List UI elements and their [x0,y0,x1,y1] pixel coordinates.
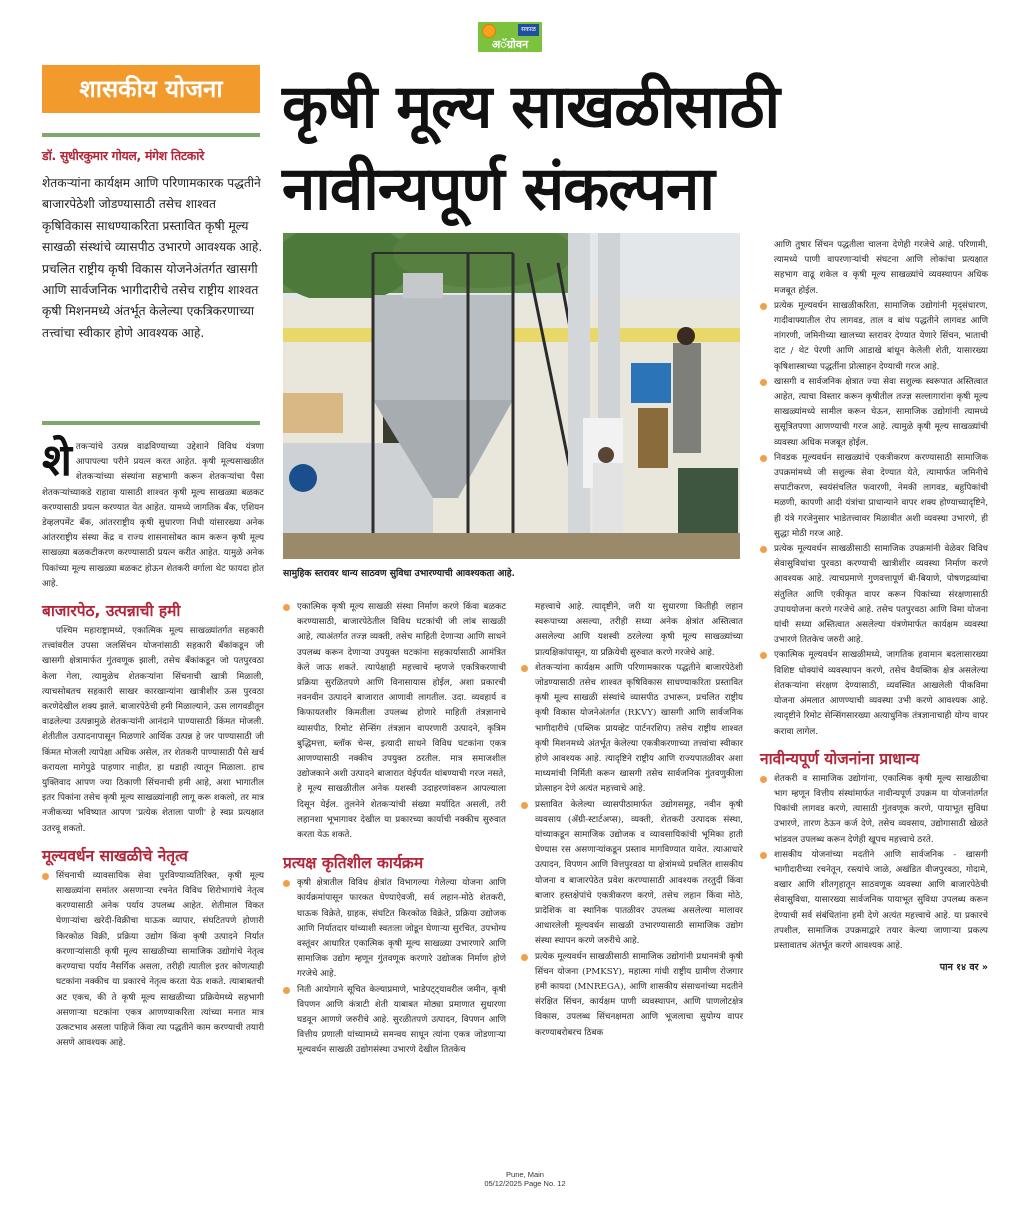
list-item [521,661,743,798]
bullet-icon [760,776,767,783]
bullet-list [760,299,988,740]
date-page-label: 05/12/2025 Page No. 12 [484,1179,566,1188]
divider-rule [42,421,260,425]
list-item-text: शेतकरी व सामाजिक उद्योगांना, एकात्मिक कृषी मूल्य साखळीचा भाग म्हणून वित्तीय संस्थांमार्फत नावीन्यपूर्ण उपक्रम या योजनांतर्गत पिकांची लागवड करणे, त्यासाठी गुंतवणूक करणे, पायाभूत सुविधा उभारणे, तारण ठेऊन कर्ज देणे, तसेच व्यवसाय, उद्योगासाठी खेळते भांडवल उपलब्ध करून देणेही खूपच महत्त्वाचे ठरते. [774,773,988,845]
bullet-icon [760,546,767,553]
edition-label: Pune, Main [506,1170,544,1179]
bullet-list [760,772,988,954]
list-item-text: प्रत्येक मूल्यवर्धन साखळीकरिता, सामाजिक उद्योगांनी मृद्संधारण, गादीवाफ्यातील रोप लागवड, ताल व बांध पद्धतीने लागवड आणि नांगरणी, जमिनीच्या खालच्या स्तरावर देण्यात येणारे सिंचन, भाताची दाट / थेट पेरणी आणि आडाखे बांधून केलेली शेती, यासारख्या कृषिशास्त्राच्या पद्धतींना प्रोत्साहन देण्याची गरज आहे. [774,300,988,372]
logo-text: अॅग्रोवन [491,38,529,51]
opening-text: तकऱ्यांचे उत्पन्न वाढविण्याच्या उद्देशाने विविध यंत्रणा आपापल्या परीने प्रयत्न करत आहेत. कृषी मूल्यसाखळीत शेतकऱ्यांच्या संस्थांना सहभागी करून शेतकऱ्यांचा पैसा शेतकऱ्यांच्याकडे राहावा यासाठी शाश्वत कृषी मूल्य साखळ्या बळकट करण्यासाठी प्रयत्न करण्यात येत आहेत. यामध्ये जागतिक बँक, एशियन डेव्हलपमेंट बँक, आंतरराष्ट्रीय कृषी सुधारणा निधी यांसारख्या अनेक आंतरराष्ट्रीय संस्था केंद्र व राज्य शासनासोबत काम करून कृषी मूल्य साखळ्या बळकटीकरण करण्यासाठी प्रयत्न करीत आहेत. यामुळे अनेक पिकांच्या मूल्य साखळ्या बळकट होऊन शेतकरी वर्गाला थेट फायदा होत आहे. [42,442,264,589]
list-item [760,451,988,542]
sun-icon [482,24,496,38]
column-3 [521,600,743,1041]
bullet-icon [283,987,290,994]
list-item-text: एकात्मिक कृषी मूल्य साखळी संस्था निर्माण करणे किंवा बळकट करण्यासाठी, बाजारपेठेतील विविध घटकांची जी लांब साखळी आहे, त्याअंतर्गत तज्ज्ञ व्यक्ती, तसेच माहिती देणाऱ्या आणि साधने उपलब्ध करून देणाऱ्या उपयुक्त घटकांना सहकार्यासाठी आमंत्रित केले जाऊ शकते. त्यापेक्षाही महत्त्वाचे म्हणजे एकत्रिकरणाची प्रक्रिया सुरळितपणे आणि विनासायास होईल, अशा प्रकारची नवनवीन उत्पादने बाजारात आणावी लागतील. उदा. व्यवहार्य व किफायतशीर किमतीला उपलब्ध होणारे माहिती तंत्रज्ञानाचे व्यासपीठ, रिमोट सेन्सिंग तंत्रज्ञान वापरणारी उत्पादने, कृत्रिम बुद्धिमत्ता, ब्लॉक चेन्स, इत्यादी साधने विविध घटकांना एकत्र आणण्यासाठी नक्कीच उपयुक्त ठरतील. मात्र समाजशील उद्योजकाने अशी उत्पादने बाजारात येईपर्यंत थांबण्याची गरज नसते, हे मूल्य साखळीतील अनेक यशस्वी उदाहरणांवरून आपल्याला दिसून येईल. तुलनेने शेतकऱ्यांची संख्या मर्यादित असली, तरी लहानशा भूभागावर देखील या प्रकारच्या कार्याची नक्कीच सुरुवात करता येऊ शकते. [297,602,506,841]
opening-paragraph [42,435,264,592]
bullet-icon [760,455,767,462]
bullet-icon [42,873,49,880]
bullet-icon [283,604,290,611]
list-item [760,648,988,739]
bullet-icon [760,852,767,859]
paragraph: पश्चिम महाराष्ट्रामध्ये, एकात्मिक मूल्य साखळ्यांतर्गत सहकारी तत्त्वांवरील उपसा जलसिंचन योजनांसाठी सहकारी बँकांकडून जी खासगी क्षेत्रामार्फत गुंतवणूक झाली, तसेच बँकांकडून जो पतपुरवठा केला गेला, त्यामुळेच शेतकऱ्यांना सिंचनाची खात्री मिळाली, त्याचसोबतच सहकारी साखर कारखान्यांना खात्रीशीर ऊस पुरवठा करणेदेखील शक्य झाले. बाजारपेठेची हमी मिळाल्याने, ऊस लागवडीतून वाढलेल्या उत्पन्नामुळे शेतकऱ्यांनी आनंदाने पाण्यासाठी किंमत मोजली. शेतीतील उत्पादनापासून मिळणारे आर्थिक उत्पन्न हे जर पाण्यासाठी जी किंमत मोजली त्यापेक्षा अधिक असेल, तर शेतकरी पाण्यासाठी पैसे खर्च करायला मागेपुढे पाहणार नाहीत, हा धडाही त्यातून मिळाला. हाच युक्तिवाद आपण ज्या ठिकाणी सिंचनाची हमी आहे, अशा भागातील इतर पिकांना तसेच कृषी मूल्य साखळ्यांनाही लागू करू शकलो, तर मात्र नजीकच्या भविष्यात आपण 'प्रत्येक शेताला पाणी' हे स्वप्न प्रत्यक्षात उतरवू शकतो. [42,626,264,834]
column-4 [760,238,988,975]
subhead-market: बाजारपेठ, उत्पन्नाची हमी [42,602,181,621]
headline-line-1: कृषी मूल्य साखळीसाठी [282,72,779,142]
list-item [283,983,506,1059]
bullet-icon [521,954,528,961]
list-item [283,876,506,982]
column-1 [42,435,264,1051]
bullet-icon [760,303,767,310]
bullet-list [283,600,506,843]
continued-on-page-link[interactable]: पान १४ वर » [939,962,988,974]
logo-badge: सकाळ [518,24,539,36]
headline-line-2: नावीन्यपूर्ण संकल्पना [282,154,714,224]
section-tag: शासकीय योजना [42,65,260,113]
list-item [760,542,988,648]
bullet-icon [760,379,767,386]
list-item-text: कृषी क्षेत्रातील विविध क्षेत्रांत विभागल्या गेलेल्या योजना आणि कार्यक्रमांपासून फारकत घेण्याऐवजी, सर्व लहान-मोठे शेतकरी, घाऊक विक्रेते, ग्राहक, संघटित किरकोळ विक्रेते, प्रक्रिया उद्योजक आणि निर्यातदार यांच्याशी स्वतःला जोडून घेणाऱ्या सुरचित, उपभोग्य वस्तूंवर आधारित एकात्मिक कृषी मूल्य साखळ्या उभारणारे आणि सामाजिक उद्योग म्हणून गुंतवणूक करणारे उद्योजक निर्माण होणे गरजेचे आहे. [297,878,506,980]
bullet-icon [760,652,767,659]
list-item-text: शासकीय योजनांच्या मदतीने आणि सार्वजनिक - खासगी भागीदारीच्या रचनेतून, रस्त्यांचे जाळे, अखंडित वीजपुरवठा, गोदामे, वखार आणि शीतगृहातून साठवणूक व्यवस्था आणि बाजारपेठेची सेवासुविधा, यासारख्या सार्वजनिक पायाभूत सुविधा उपलब्ध करून देण्याची सर्व संबंधितांना हमी देणे अत्यंत महत्त्वाचे आहे. या प्रकारचे तपशील, सामाजिक उपक्रमाद्वारे तयार केल्या जाणाऱ्या प्रकल्प प्रस्तावातच अंतर्भूत करणे आवश्यक आहे. [774,849,988,951]
list-item-text: एकात्मिक मूल्यवर्धन साखळीमध्ये, जागतिक हवामान बदलासारख्या विशिष्ट धोक्यांचे व्यवस्थापन करणे, तसेच वैयक्तिक क्षेत्र असलेल्या शेतकऱ्यांना संरक्षण देण्यासाठी, व्यवस्थित आखलेली पीकविमा योजना अंमलात आणण्याची व्यवस्था उभी करणे आवश्यक आहे. त्यादृष्टीने रिमोट सेन्सिंगसारख्या अत्याधुनिक तंत्रज्ञानाचाही योग्य वापर करावा लागेल. [774,650,988,737]
byline: डॉ. सुधीरकुमार गोयल, मंगेश तिटकारे [42,148,204,163]
list-item-text: खासगी व सार्वजनिक क्षेत्रात ज्या सेवा सशुल्क स्वरूपात अस्तित्वात आहेत, त्याचा विस्तार करून कृषीतील तज्ज्ञ सल्लागारांना कृषी मूल्य साखळ्यांमध्ये सामील करून घेऊन, सामाजिक उद्योगांनी त्यामध्ये सुसूत्रितपणा आणण्याची गरज आहे. त्यामुळे कृषी मूल्य साखळ्यांची व्यवस्था अधिक मजबूत होईल. [774,376,988,448]
grain-storage-photo [283,233,740,559]
agrowon-logo [478,22,542,52]
list-item-text: शेतकऱ्यांना कार्यक्षम आणि परिणामकारक पद्धतीने बाजारपेठेशी जोडण्यासाठी तसेच शाश्वत कृषिविकास साधण्याकरिता प्रस्तावित कृषी मूल्य साखळी संस्थांचे व्यासपीठ उभारून, प्रचलित राष्ट्रीय कृषी विकास योजनेअंतर्गत (RKVY) खासगी आणि सार्वजनिक भागीदारीचे (पब्लिक प्रायव्हेट पार्टनरशिप) तसेच राष्ट्रीय शाश्वत कृषी मिशनमध्ये अंतर्भूत केलेल्या एकत्रीकरणाच्या तत्त्वांचा स्वीकार होणे आवश्यक आहे. त्यादृष्टिने राष्ट्रीय आणि राज्यपातळीवर अशा माध्यमांची निर्मिती करून खासगी तसेच सार्वजनिक गुंतवणुकीला प्रोत्साहन देणे अत्यंत महत्त्वाचे आहे. [535,662,743,795]
list-item [760,375,988,451]
page-footer [430,1170,620,1188]
list-item [283,600,506,843]
list-item-text: प्रत्येक मूल्यवर्धन साखळीसाठी सामाजिक उद्योगांनी प्रधानमंत्री कृषी सिंचन योजना (PMKSY), महात्मा गांधी राष्ट्रीय ग्रामीण रोजगार हमी कायदा (MNREGA), आणि शासकीय संसाधनांच्या मदतीने संरक्षित सिंचन, कार्यक्षम पाणी व्यवस्थापन, आणि पाणलोटक्षेत्र विकास, उपलब्ध सिंचनक्षमता आणि भूजलाचा सुयोग्य वापर करण्याबरोबरच ठिबक [535,951,743,1038]
list-item [760,772,988,848]
list-item-text: निती आयोगाने सूचित केल्याप्रमाणे, भाडेपट्ट्यावरील जमीन, कृषी विपणन आणि कंत्राटी शेती याबाबत मोठ्या प्रमाणात सुधारणा घडवून आणणे जरुरीचे आहे. सुरळीतपणे उत्पादन, विपणन आणि वित्तीय प्रणाली यांच्यामध्ये समन्वय साधून त्यांना एकत्र जोडणाऱ्या मूल्यवर्धन साखळी उद्योगसंस्था उभारणे देखील तितकेच [297,984,506,1056]
subhead-innovative-schemes: नावीन्यपूर्ण योजनांना प्राधान्य [760,749,920,768]
bullet-icon [521,665,528,672]
bullet-list [42,869,264,1051]
list-item [521,798,743,950]
list-item [42,869,264,1051]
subhead-action-program: प्रत्यक्ष कृतिशील कार्यक्रम [283,854,424,873]
headline [282,66,842,230]
column-2 [283,600,506,1059]
photo-caption: सामुहिक स्तरावर धान्य साठवण सुविधा उभारण्याची आवश्यकता आहे. [283,568,515,579]
divider-rule [42,133,260,137]
list-item-text: सिंचनाची व्यावसायिक सेवा पुरविण्याव्यतिरिक्त, कृषी मूल्य साखळ्यांना समांतर असणाऱ्या रचनेत विविध शिरोभागांचे नेतृत्व करण्यासाठी अनेक पर्याय उपलब्ध आहेत. शेतीमाल विकत घेणाऱ्यांचा खरेदी-विक्रीचा घाऊक व्यापार, संघटितपणे होणारी किरकोळ विक्री, प्रक्रिया उद्योग किंवा कृषी उत्पादने निर्यात करणाऱ्यांसाठी कृषी मूल्य साखळीच्या सामाजिक उद्योगांचे नेतृत्व करण्याचा पर्याय नैसर्गिक असला, तरीही त्यातील इतर कोणत्याही घटकांना नक्कीच या प्रकारचे नेतृत्व करता येऊ शकते. त्याबाबतची अट एकच, की ते कृषी मूल्य साखळीच्या प्रक्रियेमध्ये सहभागी असणाऱ्या घटकांना एकत्र आणण्याकरिता त्यांच्या मनात मात्र उत्कटभाव असला पाहिजे किंवा त्या पद्धतीने काम करण्याची तयारी असणे आवश्यक आहे. [56,870,264,1049]
bullet-icon [521,802,528,809]
list-item-text: निवडक मूल्यवर्धन साखळ्यांचे एकत्रीकरण करण्यासाठी सामाजिक उपक्रमांमध्ये जी सशुल्क सेवा देण्यात येते, त्यामार्फत जमिनीचे सपाटीकरण, स्वयंसंचलित फवारणी, नेमकी लागवड, बहुपिकांची मळणी, कापणी आदी यंत्रांचा प्राधान्याने वापर शक्य होण्याच्यादृष्टिने, ही यंत्रे गरजेनुसार भाडेतत्त्वावर मिळावीत अशी व्यवस्था उभारणे, ही सुद्धा मोठी गरज आहे. [774,452,988,539]
dropcap: शे [42,435,72,486]
list-item [760,848,988,954]
list-item-text: प्रत्येक मूल्यवर्धन साखळीसाठी सामाजिक उपक्रमांनी वेळेवर विविध सेवासुविधांचा पुरवठा करण्याची खात्रीशीर व्यवस्था निर्माण करणे आवश्यक आहे. त्याचप्रमाणे गुणवत्तापूर्ण बी-बियाणे, पोषणद्रव्यांचा संतुलित आणि एकीकृत वापर करून पिकांच्या संरक्षणासाठी उपाययोजना करणे गरजेचे आहे. तसेच पतपुरवठा आणि विमा योजना यांची सध्या अस्तित्वात असलेल्या यंत्रणेमार्फत कार्यक्षम व्यवस्था उभारणे तितकेच जरुरी आहे. [774,544,988,646]
subhead-leadership: मूल्यवर्धन साखळीचे नेतृत्व [42,846,188,865]
continuation-paragraph: महत्त्वाचे आहे. त्यादृष्टीने, जरी या सुधारणा कितीही लहान स्वरूपाच्या असल्या, तरीही सध्या अनेक क्षेत्रांत अस्तित्वात असलेल्या आणि यशस्वी ठरलेल्या कृषी मूल्य साखळ्यांच्या प्रात्यक्षिकांपासून, या प्रक्रियेची सुरुवात करणे गरजेचे आहे. [535,602,743,658]
intro-summary: शेतकऱ्यांना कार्यक्षम आणि परिणामकारक पद्धतीने बाजारपेठेशी जोडण्यासाठी तसेच शाश्वत कृषिविकास साधण्याकरिता प्रस्तावित कृषी मूल्य साखळी संस्थांचे व्यासपीठ उभारणे आवश्यक आहे. प्रचलित राष्ट्रीय कृषी विकास योजनेअंतर्गत खासगी आणि सार्वजनिक भागीदारीचे तसेच राष्ट्रीय शाश्वत कृषी मिशनमध्ये अंतर्भूत केलेल्या एकत्रिकरणाच्या तत्त्वांचा स्वीकार होणे आवश्यक आहे. [42,176,263,340]
bullet-list [283,876,506,1058]
list-item [760,299,988,375]
photo-illustration [283,233,740,559]
continuation-paragraph: आणि तुषार सिंचन पद्धतीला चालना देणेही गरजेचे आहे. परिणामी, त्यामध्ये पाणी वापरणाऱ्यांची संघटना आणि लोकांचा प्रत्यक्षात सहभाग वाढू शकेल व कृषी मूल्य साखळ्यांचे व्यवस्थापन अधिक मजबूत होईल. [774,240,988,296]
bullet-icon [283,880,290,887]
list-item [521,950,743,1041]
list-item-text: प्रस्तावित केलेल्या व्यासपीठामार्फत उद्योगसमूह, नवीन कृषी व्यवसाय (ॲग्री-स्टार्टअप्स), व्यक्ती, शेतकरी उत्पादक संस्था, यांच्याकडून सामाजिक उद्योजक व व्यावसायिकांची भूमिका हाती घेण्यास रस असणाऱ्यांकडून प्रस्ताव मागविण्यात यावेत. त्याआधारे उत्पादन, विपणन आणि वित्तपुरवठा या क्षेत्रांमध्ये प्रचलित शासकीय योजना व बाजारपेठेत प्रवेश करण्यासाठी आवश्यक तरतुदी किंवा बाजार हस्तक्षेपांचे एकत्रीकरण करणे, तसेच लहान किंवा मोठे, प्रादेशिक वा स्थानिक पातळीवर उपलब्ध असलेल्या मालावर आधारलेली मूल्यवर्धन साखळी उभारण्यासाठी सामाजिक उद्योग संस्था स्थापन करणे जरुरीचे आहे. [535,799,743,947]
bullet-list [521,661,743,1041]
